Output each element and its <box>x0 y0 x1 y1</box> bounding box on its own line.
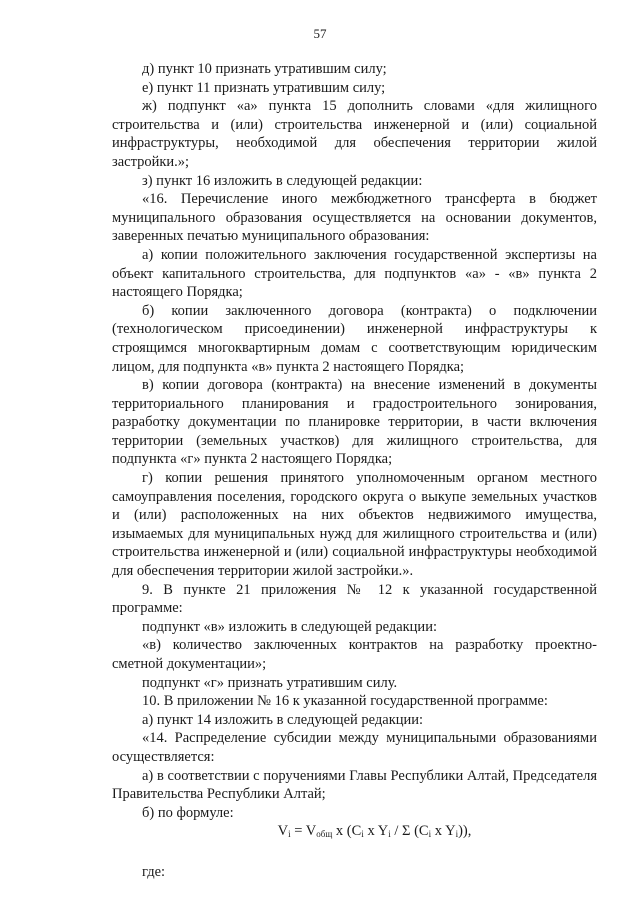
formula-sub: общ <box>316 829 333 840</box>
page-number: 57 <box>313 26 327 41</box>
formula-sub: i <box>388 829 391 840</box>
formula-part: x Y <box>431 823 456 840</box>
paragraph: «14. Распределение субсидии между муниципальными образованиями осуществляется: <box>112 730 597 765</box>
paragraph: е) пункт 11 признать утратившим силу; <box>142 79 386 96</box>
formula-part: )), <box>458 823 472 840</box>
formula-eq: = <box>290 823 306 840</box>
formula-part: / Σ (C <box>390 823 429 840</box>
paragraph: «16. Перечисление иного межбюджетного трансферта в бюджет муниципального образования осуществляется на основании документов, заверенных печатью муниципального образования: <box>112 191 597 245</box>
formula-sub: i <box>428 829 432 840</box>
formula-v-total: V <box>305 823 317 840</box>
formula-sub: i <box>288 829 291 840</box>
paragraph: в) копии договора (контракта) на внесение изменений в документы территориального планирования и градостроительного зонирования, разработку документации по планировке территории, в части включения территории (земельных участков) для жилищного строительства, для подпункта «г» пункта 2 настоящего Порядка; <box>112 377 597 468</box>
paragraph: подпункт «в» изложить в следующей редакции: <box>142 618 437 635</box>
paragraph: ж) подпункт «а» пункта 15 дополнить словами «для жилищного строительства и (или) строительства инженерной и (или) социальной инфраструктуры, необходимой для обеспечения территории жилой застройки.»; <box>112 98 597 170</box>
distribution-formula <box>112 822 597 841</box>
paragraph: а) в соответствии с поручениями Главы Республики Алтай, Председателя Правительства Республики Алтай; <box>112 767 597 803</box>
formula-part: x (C <box>332 823 362 840</box>
paragraph: 9. В пункте 21 приложения № 12 к указанной государственной программе: <box>112 581 597 617</box>
paragraph: а) копии положительного заключения государственной экспертизы на объект капитального строительства, для подпунктов «а» - «в» пункта 2 настоящего Порядка; <box>112 246 597 301</box>
paragraph: «в) количество заключенных контрактов на разработку проектно-сметной документации»; <box>112 637 597 672</box>
closing-text: где: <box>142 863 166 880</box>
paragraph: 10. В приложении № 16 к указанной государственной программе: <box>142 693 548 710</box>
paragraph: г) копии решения принятого уполномоченным органом местного самоуправления поселения, городского округа о выкупе земельных участков и (или) расположенных на них объектов недвижимого имущества, изымаемых для муниципальных нужд для жилищного строительства и (или) строительства инженерной и (или) социальной инфраструктуры необходимой для обеспечения территории жилой застройки.». <box>112 470 597 580</box>
paragraph: б) копии заключенного договора (контракта) о подключении (технологическом присоединении) инженерной инфраструктуры к строящимся многоквартирным домам с соответствующим юридическим лицом, для подпункта «в» пункта 2 настоящего Порядка; <box>112 302 597 375</box>
formula-part: x Y <box>363 823 389 840</box>
spacer <box>112 841 597 863</box>
paragraph: з) пункт 16 изложить в следующей редакции: <box>142 172 423 189</box>
formula-v: V <box>277 823 289 840</box>
formula-sub: i <box>455 829 459 840</box>
document-body <box>112 60 597 882</box>
paragraph: а) пункт 14 изложить в следующей редакции: <box>142 711 424 728</box>
paragraph: подпункт «г» признать утратившим силу. <box>142 674 398 691</box>
formula-sub: i <box>361 829 364 840</box>
paragraph: б) по формуле: <box>142 804 234 821</box>
paragraph: д) пункт 10 признать утратившим силу; <box>142 61 387 77</box>
